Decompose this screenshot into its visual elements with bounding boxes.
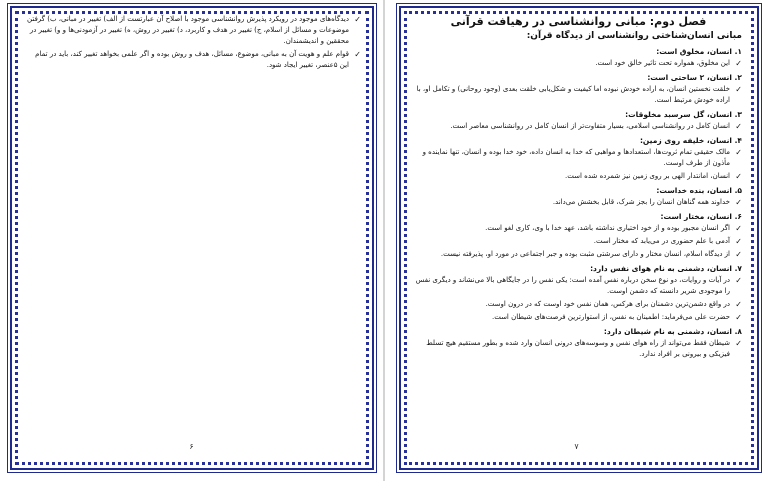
document-page-right — [385, 0, 768, 481]
section-title: مبانی انسان‌شناختی روانشناسی از دیدگاه قرآن: — [526, 31, 742, 41]
page-content — [24, 14, 361, 73]
list-item — [415, 275, 742, 297]
checkmark-icon: ✓ — [735, 59, 742, 68]
list-item-text: این مخلوق، همواره تحت تاثیر خالق خود است. — [595, 59, 730, 67]
page-number: ۷ — [574, 442, 579, 451]
list-item-text: شیطان فقط می‌تواند از راه هوای نفس و وسوسه‌های درونی انسان وارد شده و بطور مستقیم هیچ تسلط فیزیکی و بیرونی بر افراد ندارد. — [426, 339, 730, 358]
checkmark-icon: ✓ — [735, 313, 742, 322]
list-item — [415, 299, 742, 310]
section-heading: ۱. انسان، مخلوق است: — [656, 47, 742, 56]
page-number: ۶ — [189, 442, 194, 451]
list-item-text: خداوند همه گناهان انسان را بجز شرک، قابل بخشش می‌داند. — [552, 198, 730, 206]
chapter-title: فصل دوم: مبانی روانشناسی در رهیافت قرآنی — [450, 15, 707, 28]
list-item — [415, 58, 742, 69]
list-item — [415, 338, 742, 360]
list-item — [415, 197, 742, 208]
page-border-frame — [10, 6, 374, 470]
list-item — [415, 223, 742, 234]
checkmark-icon: ✓ — [735, 250, 742, 259]
checkmark-icon: ✓ — [735, 224, 742, 233]
list-item-text: انسان، امانتدار الهی بر روی زمین نیز شمرده شده است. — [565, 172, 730, 180]
checkmark-icon: ✓ — [735, 85, 742, 94]
list-item-text: آدمی با علم حضوری در می‌یابد که مختار است. — [593, 237, 730, 245]
page-content — [415, 14, 742, 362]
checkmark-icon: ✓ — [735, 300, 742, 309]
list-item-text: حضرت علی می‌فرماید: اطمینان به نفس، از استوارترین فرصت‌های شیطان است. — [491, 313, 730, 321]
section-heading: ۳. انسان، گل سرسبد مخلوقات: — [625, 110, 742, 119]
checkmark-icon: ✓ — [354, 50, 361, 59]
list-item-text: در آیات و روایات، دو نوع سخن درباره نفس آمده است: یکی نفس را در جایگاهی بالا می‌نشاند و دیگری نفس را موجودی شریر دانسته که دشمن اوست. — [415, 276, 730, 295]
section-heading: ۴. انسان، خلیفه روی زمین: — [639, 136, 742, 145]
checkmark-icon: ✓ — [735, 276, 742, 285]
list-item-text: قوام علم و هویت آن به مبانی، موضوع، مسائل، هدف و روش بوده و اگر علمی بخواهد تغییر کند، باید در تمام این ۵عنصر، تغییر ایجاد شود. — [35, 50, 349, 69]
list-item-text: اگر انسان مجبور بوده و از خود اختیاری نداشته باشد، عهد خدا با وی، کاری لغو است. — [485, 224, 730, 232]
list-item — [415, 249, 742, 260]
checkmark-icon: ✓ — [735, 237, 742, 246]
document-page-left — [0, 0, 383, 481]
section-heading: ۵. انسان، بنده خداست: — [656, 186, 742, 195]
list-item-text: در واقع دشمن‌ترین دشمنان برای هرکس، همان نفس خود اوست که در درون اوست. — [485, 300, 730, 308]
checkmark-icon: ✓ — [735, 172, 742, 181]
checkmark-icon: ✓ — [354, 15, 361, 24]
list-item — [415, 312, 742, 323]
section-heading: ۲. انسان، ۲ ساحتی است: — [647, 73, 742, 82]
checkmark-icon: ✓ — [735, 122, 742, 131]
list-item — [24, 14, 361, 47]
list-item-text: دیدگاه‌های موجود در رویکرد پذیرش روانشناسی موجود با اصلاح آن عبارتست از الف) تغییر در مبانی، ب) گرفتن موضوعات و مسائل از اسلام، ج) تغییر در هدف و کاربرد، د) تغییر در روش، ه) تغییر در آزمودنی‌ها و و) تغییر در محققین و اندیشمندان. — [27, 15, 349, 45]
section-heading: ۷. انسان، دشمنی به نام هوای نفس دارد: — [590, 264, 742, 273]
checkmark-icon: ✓ — [735, 148, 742, 157]
list-item — [415, 121, 742, 132]
section-heading: ۶. انسان، مختار است: — [660, 212, 742, 221]
list-item-text: مالک حقیقی تمام ثروت‌ها، استعدادها و مواهبی که خدا به انسان داده، خود خدا بوده و انسان، تنها نماینده و مأذون از طرف اوست. — [422, 148, 730, 167]
list-item-text: انسان کامل در روانشناسی اسلامی، بسیار متفاوت‌تر از انسان کامل در روانشناسی معاصر است. — [450, 122, 730, 130]
checkmark-icon: ✓ — [735, 198, 742, 207]
checkmark-icon: ✓ — [735, 339, 742, 348]
list-item — [415, 171, 742, 182]
list-item-text: از دیدگاه اسلام، انسان مختار و دارای سرشتی مثبت بوده و جبر اجتماعی در مورد او، پذیرفته نیست. — [440, 250, 730, 258]
list-item — [24, 49, 361, 71]
section-heading: ۸. انسان، دشمنی به نام شیطان دارد: — [603, 327, 742, 336]
list-item — [415, 236, 742, 247]
list-item-text: خلقت نخستین انسان، به اراده خودش نبوده اما کیفیت و شکل‌یابی خلقت بعدی (وجود روحانی) و تکامل او، با اراده خودش مرتبط است. — [416, 85, 730, 104]
list-item — [415, 147, 742, 169]
list-item — [415, 84, 742, 106]
